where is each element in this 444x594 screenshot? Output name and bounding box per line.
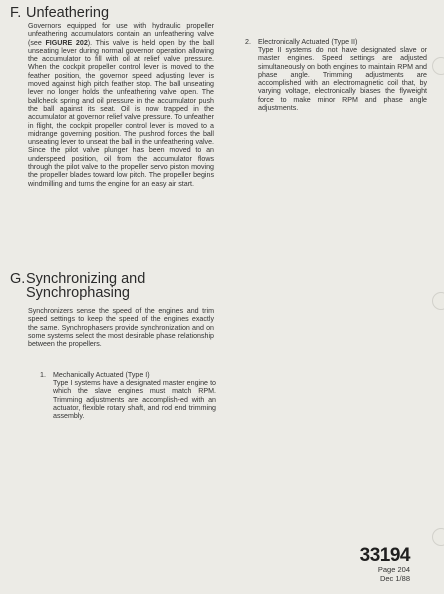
binder-hole: [432, 528, 444, 546]
list-item: [40, 371, 216, 431]
section-g-title-line1: Synchronizing and: [26, 271, 146, 287]
section-f-letter: F.: [10, 5, 22, 21]
revision-date: Dec 1/88: [379, 574, 410, 583]
section-f-title: Unfeathering: [26, 5, 110, 21]
section-g-heading: [10, 272, 230, 302]
section-f-text-start: Governors equipped for use with hydraulic propeller unfeathering accumulators contain an unfeathering valve (see: [28, 22, 214, 47]
section-g-body: Synchronizers sense the speed of the engines and trim speed settings to keep the speed of the engines exactly the same. Synchrophasers provide synchronization and on some systems select the most desirable phase relationship between the propellers.: [28, 307, 214, 349]
section-f-heading: [10, 6, 210, 22]
item-body: Type I systems have a designated master engine to which the slave engines must match RPM. Trimming adjustments are accomplish-ed with an actuator, flexible rotary shaft, and rod end trimming assembly.: [53, 379, 216, 421]
binder-hole: [432, 292, 444, 310]
section-g-letter: G.: [10, 271, 26, 287]
section-f-text-end: ). This valve is held open by the ball unseating lever during normal governor operation allowing the accumulator to fill with oil at relief valve pressure. When the cockpit propeller control lever is moved to the feather position, the governor speed adjusting lever is moved against high pitch feather stop. The ball unseating lever no longer holds the unfeathering valve open. The ballcheck spring and oil pressure in the accumulator push the ball against its seat. Oil is now trapped in the accumulator at governor relief valve pressure. To unfeather in flight, the cockpit propeller control lever is moved to a midrange governing position. The pushrod forces the ball unseating lever to unseat the ball in the unfeathering valve. Since the pilot valve plunger has been moved to an underspeed position, oil from the accumulator flows through the pilot valve to the propeller servo piston moving the propeller blades toward low pitch. The propeller begins windmilling and turns the engine for an easy air start.: [28, 38, 214, 188]
item-title: Electronically Actuated (Type II): [258, 38, 358, 46]
binder-hole: [432, 57, 444, 75]
section-g-title-line2: Synchrophasing: [26, 285, 130, 301]
document-number: 33194: [359, 545, 410, 566]
list-item: [245, 38, 427, 138]
item-number: 2.: [245, 38, 251, 46]
item-title: Mechanically Actuated (Type I): [53, 371, 150, 379]
page-footer: [330, 547, 410, 587]
page-number: Page 204: [377, 565, 410, 574]
section-f-body: [28, 22, 214, 268]
figure-reference: FIGURE 202: [45, 38, 88, 47]
item-body: Type II systems do not have designated slave or master engines. Speed settings are adjusted simultaneously on both engines to maintain RPM and phase angle. Trimming adjustments are accomplished with an electromagnetic coil that, by varying voltage, electronically biases the flyweight force to make minor RPM and phase angle adjustments.: [258, 46, 427, 113]
item-number: 1.: [40, 371, 46, 379]
